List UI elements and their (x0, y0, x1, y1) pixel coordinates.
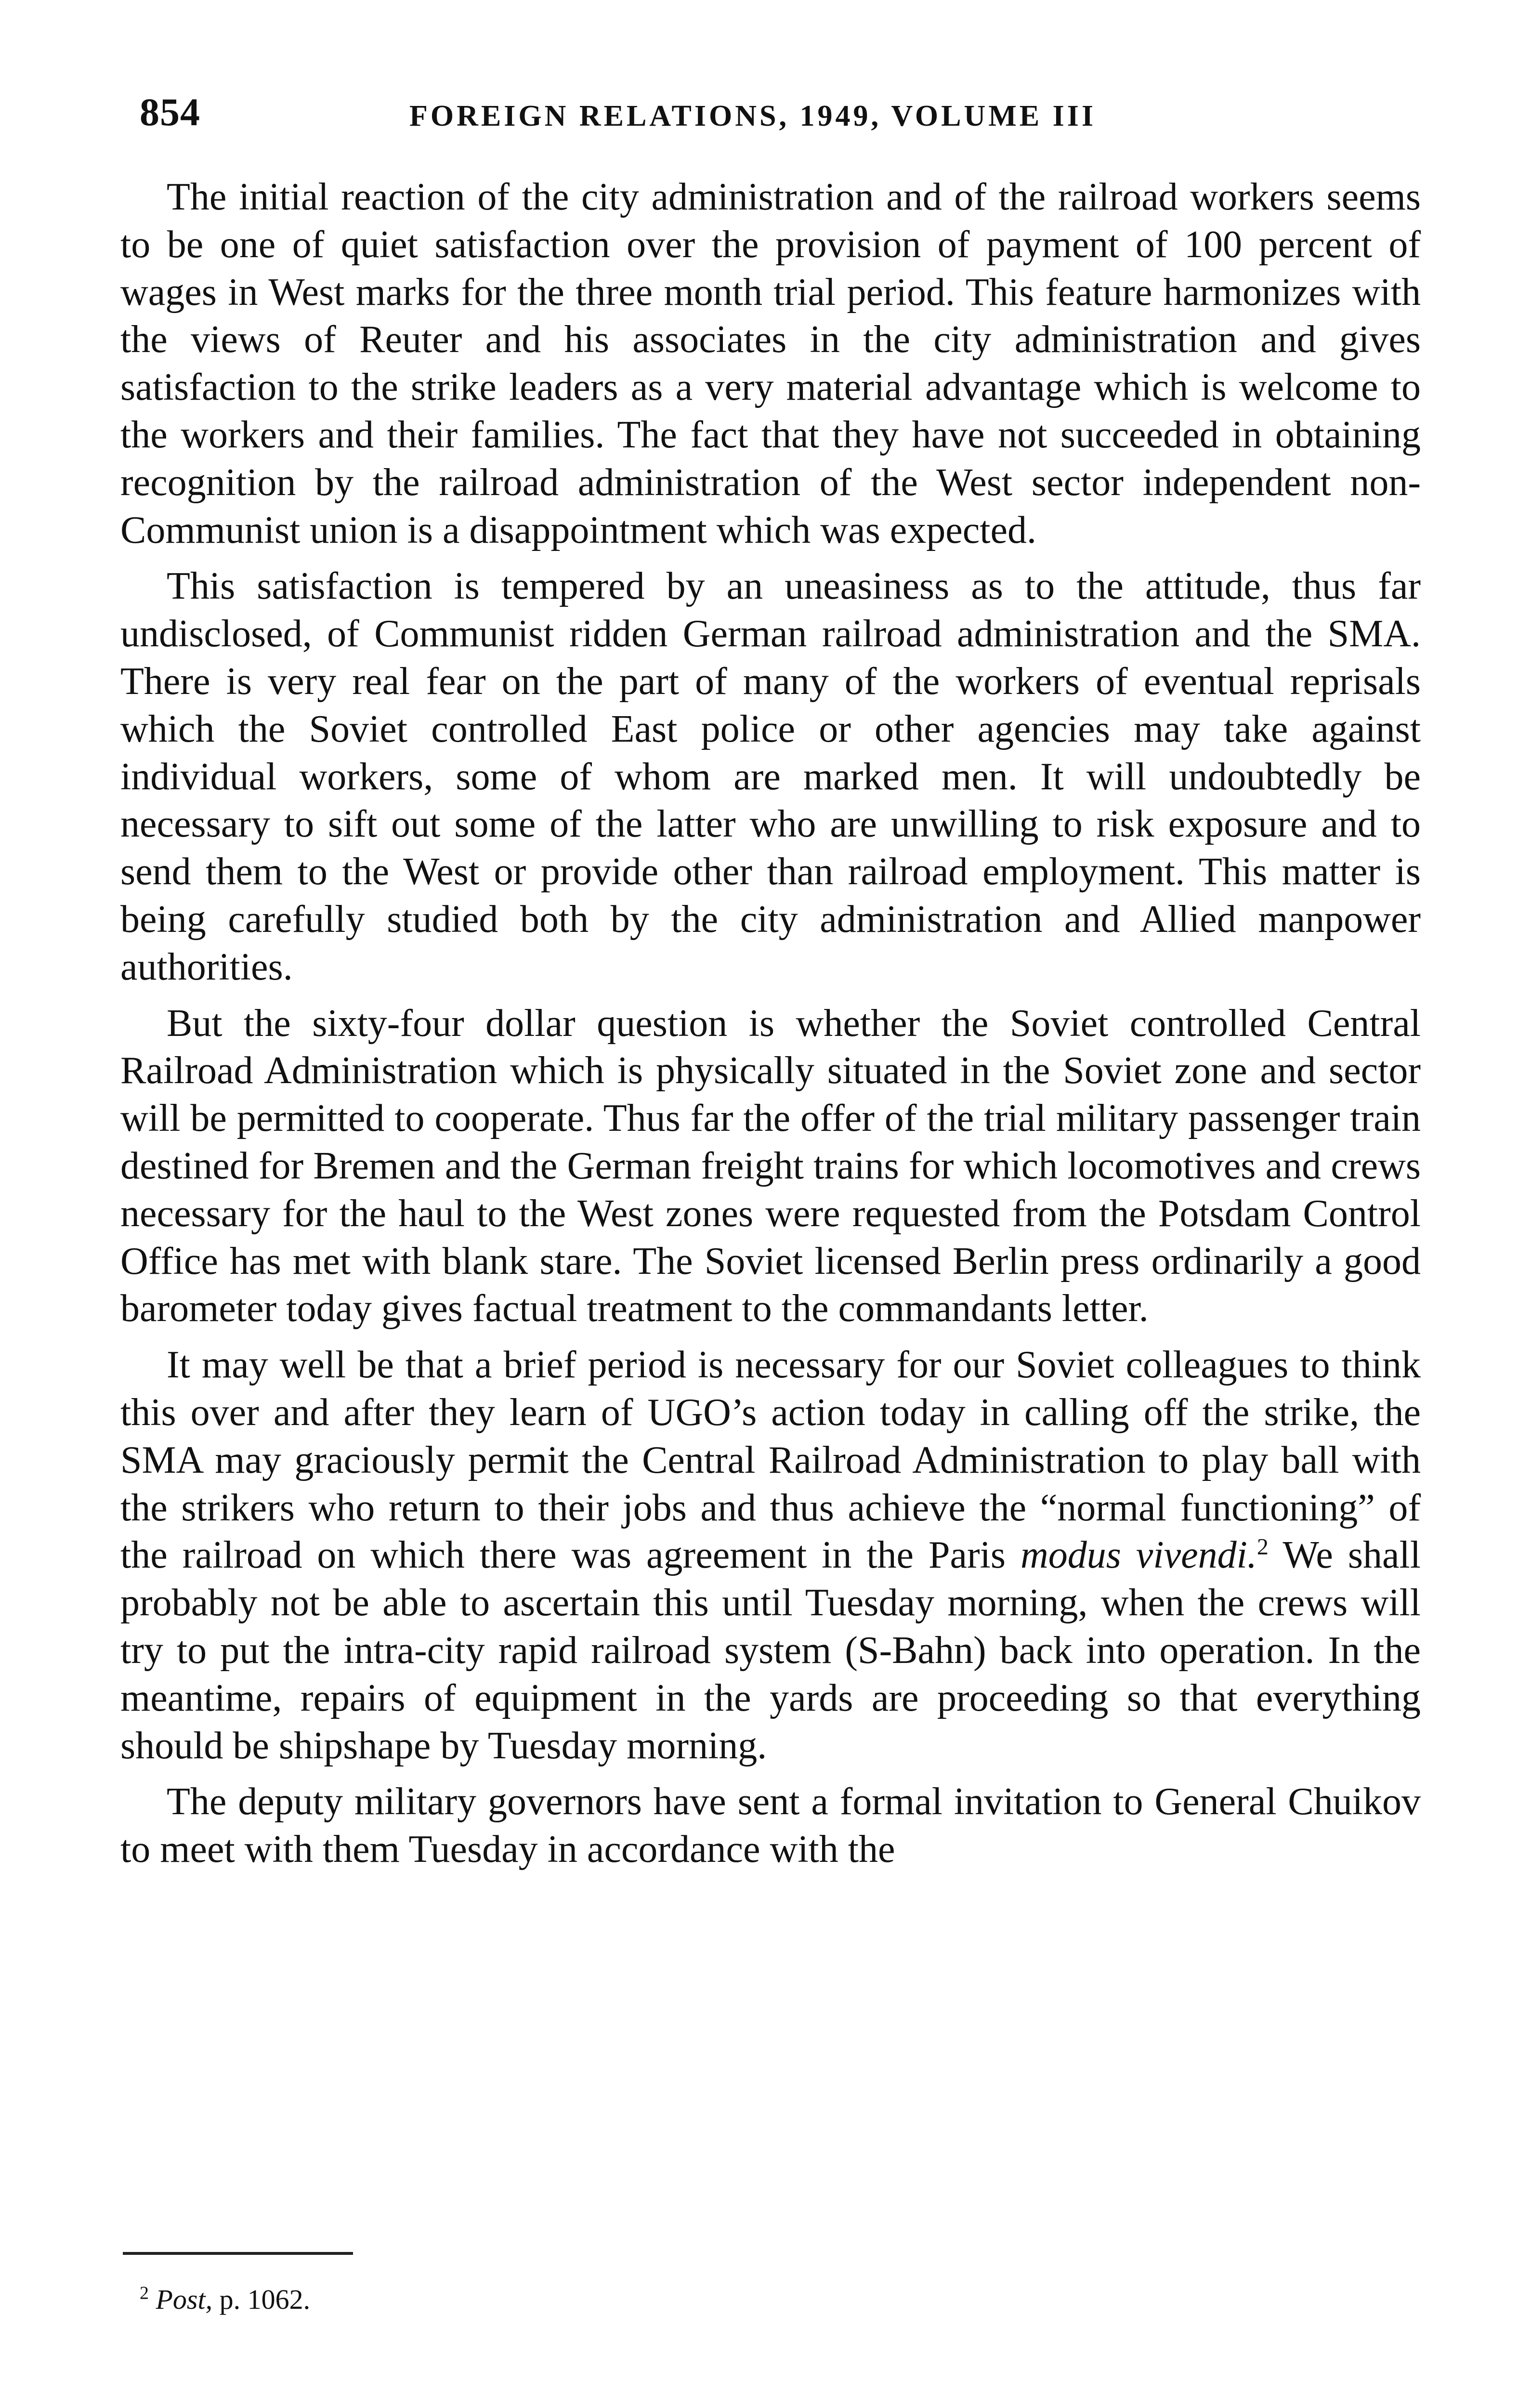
paragraph-4-text-after: We shall probably not be able to ascertain this until Tuesday morning, when the crews will try to put the intra-city rapid railroad system (S-Bahn) back into operation. In the meantime, repairs of equipment in the yards are proceeding so that everything should be shipshape by Tuesday morning. (120, 1534, 1421, 1767)
running-header (140, 86, 1421, 139)
footnote-source: Post, (156, 2284, 213, 2315)
paragraph-4 (120, 1341, 1421, 1769)
footnote-reference[interactable]: 2 (1256, 1534, 1269, 1560)
body-text (120, 173, 1421, 1873)
page-number: 854 (140, 90, 200, 134)
paragraph-3: But the sixty-four dollar question is whether the Soviet controlled Central Railroad Administration which is physically situated in the Soviet zone and sector will be permitted to cooperate. Thus far the offer of the trial military passenger train destined for Bremen and the German freight trains for which locomotives and crews necessary for the haul to the West zones were requested from the Potsdam Control Office has met with blank stare. The Soviet licensed Berlin press ordinarily a good barometer today gives factual treatment to the commandants letter. (120, 1002, 1421, 1330)
paragraph-1: The initial reaction of the city administration and of the railroad workers seems to be one of quiet satisfaction over the provision of payment of 100 percent of wages in West marks for the three month trial period. This feature harmonizes with the views of Reuter and his associates in the city administration and gives satisfaction to the strike leaders as a very material advantage which is welcome to the workers and their families. The fact that they have not succeeded in obtaining recognition by the railroad administration of the West sector independent non-Communist union is a disappointment which was expected. (120, 176, 1421, 551)
running-title: FOREIGN RELATIONS, 1949, VOLUME III (409, 100, 1096, 132)
footnote-divider (123, 2252, 353, 2255)
footnote (140, 2278, 310, 2321)
footnote-page-reference: p. 1062. (212, 2284, 311, 2315)
paragraph-2: This satisfaction is tempered by an uneasiness as to the attitude, thus far undisclosed, of Communist ridden German railroad administration and the SMA. There is very real fear on the part of many of the workers of eventual reprisals which the Soviet controlled East police or other agencies may take against individual workers, some of whom are marked men. It will undoubtedly be necessary to sift out some of the latter who are unwilling to risk exposure and to send them to the West or provide other than railroad employment. This matter is being carefully studied both by the city administration and Allied manpower authorities. (120, 565, 1421, 988)
footnote-mark: 2 (140, 2283, 149, 2303)
modus-vivendi-italic: modus vivendi. (1020, 1534, 1257, 1577)
paragraph-4-text-before: It may well be that a brief period is necessary for our Soviet colleagues to think this over and after they learn of UGO’s action today in calling off the strike, the SMA may graciously permit the Central Railroad Administration to play ball with the strikers who return to their jobs and thus achieve the “normal functioning” of the railroad on which there was agreement in the Paris (120, 1344, 1421, 1577)
paragraph-5: The deputy military governors have sent a formal invitation to General Chuikov to meet with them Tuesday in accordance with the (120, 1780, 1421, 1871)
